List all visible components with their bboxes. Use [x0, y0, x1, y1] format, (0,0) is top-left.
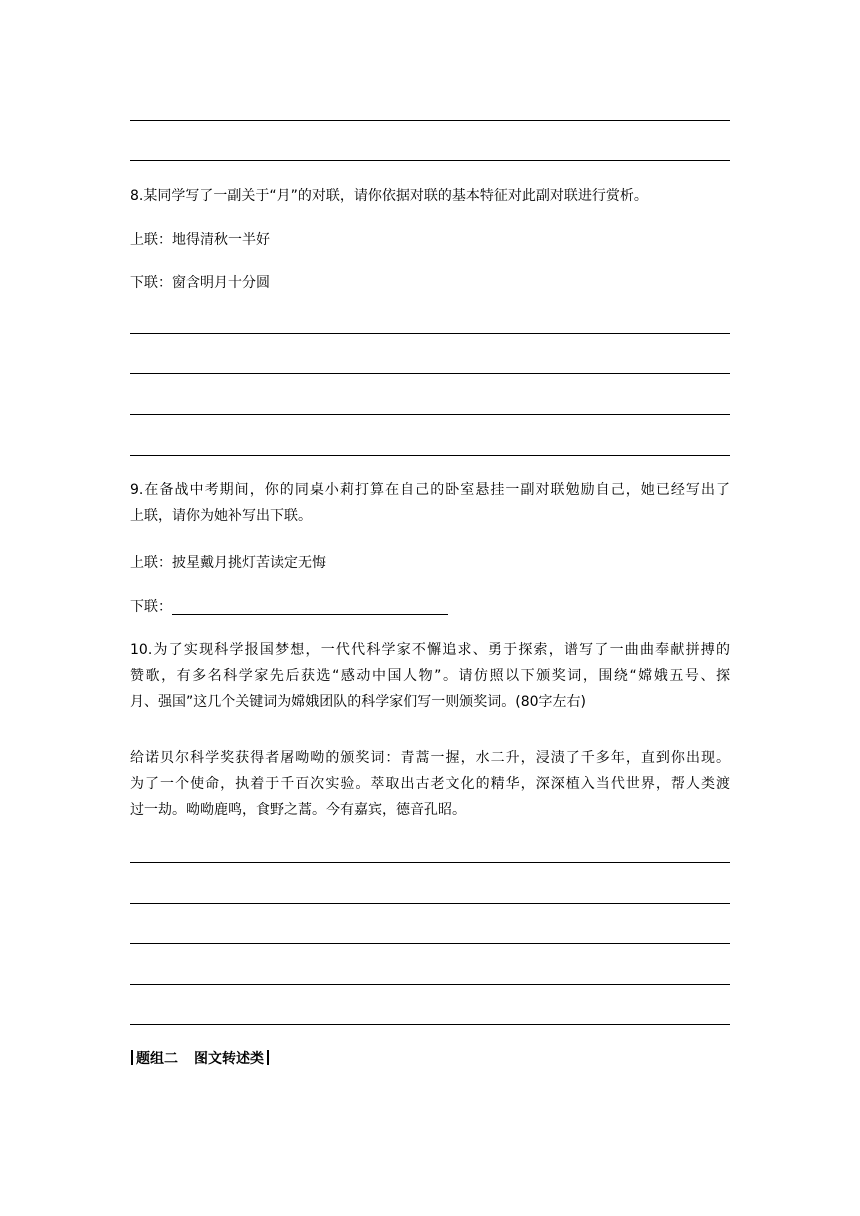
question-8-lower-couplet: 下联：窗含明月十分圆: [130, 275, 270, 291]
question-9-upper-couplet: 上联：披星戴月挑灯苦读定无悔: [130, 555, 326, 571]
answer-line[interactable]: [130, 1024, 730, 1025]
answer-line[interactable]: [130, 455, 730, 456]
question-10-prompt: [130, 637, 730, 715]
question-10-example: [130, 745, 730, 823]
question-10-prompt-line: 10.为了实现科学报国梦想，一代代科学家不懈追求、勇于探索，谱写了一曲曲奉献拼搏的: [130, 642, 730, 658]
question-9-lower-label: 下联：: [130, 599, 172, 615]
answer-line[interactable]: [130, 120, 730, 121]
question-9-prompt: [130, 477, 730, 529]
section-group: 题组二: [136, 1051, 178, 1067]
answer-line[interactable]: [130, 984, 730, 985]
section-heading: [128, 1046, 272, 1072]
question-9-prompt-line: 上联，请你为她补写出下联。: [130, 508, 312, 524]
answer-line[interactable]: [130, 414, 730, 415]
question-10-example-line: 过一劫。呦呦鹿鸣，食野之蒿。今有嘉宾，德音孔昭。: [130, 802, 466, 818]
question-9-prompt-line: 9.在备战中考期间，你的同桌小莉打算在自己的卧室悬挂一副对联勉励自己，她已经写出了: [130, 482, 730, 498]
question-10-prompt-line: 赞歌，有多名科学家先后获选“感动中国人物”。请仿照以下颁奖词，围绕“嫦娥五号、探: [130, 668, 730, 684]
question-10-example-line: 为了一个使命，执着于千百次实验。萃取出古老文化的精华，深深植入当代世界，帮人类渡: [130, 776, 730, 792]
question-9-lower-couplet: [130, 594, 730, 620]
question-8-prompt: 8.某同学写了一副关于“月”的对联，请你依据对联的基本特征对此副对联进行赏析。: [130, 188, 648, 204]
answer-line[interactable]: [130, 903, 730, 904]
answer-line[interactable]: [130, 862, 730, 863]
question-9-fill-blank[interactable]: [172, 596, 448, 615]
section-title: 图文转述类: [194, 1051, 264, 1067]
heading-bar-right: [267, 1050, 269, 1065]
answer-line[interactable]: [130, 333, 730, 334]
heading-bar-left: [131, 1050, 133, 1065]
answer-line[interactable]: [130, 373, 730, 374]
question-10-example-line: 给诺贝尔科学奖获得者屠呦呦的颁奖词：青蒿一握，水二升，浸渍了千多年，直到你出现。: [130, 750, 730, 766]
question-8-upper-couplet: 上联：地得清秋一半好: [130, 232, 270, 248]
answer-line[interactable]: [130, 160, 730, 161]
answer-line[interactable]: [130, 943, 730, 944]
question-10-prompt-line: 月、强国”这几个关键词为嫦娥团队的科学家们写一则颁奖词。(80字左右): [130, 694, 586, 710]
